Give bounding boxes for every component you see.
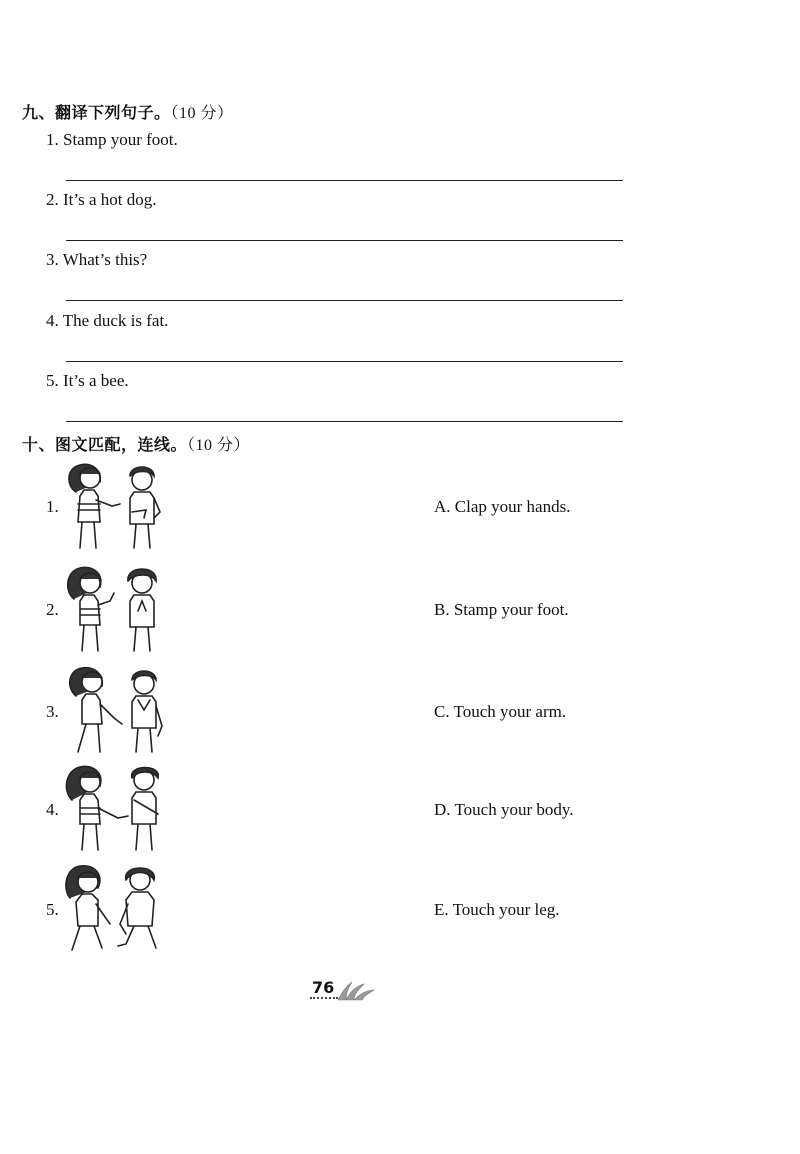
option-b[interactable]: B. Stamp your foot. <box>434 600 569 619</box>
section-10-heading: 十、图文匹配，连线。 <box>22 435 188 454</box>
picture-4-kids[interactable] <box>62 764 174 854</box>
answer-line-1[interactable] <box>66 180 623 181</box>
match-number-3: 3. <box>46 702 59 721</box>
page-number: 76 <box>312 978 335 997</box>
sentence-5: 5. It’s a bee. <box>46 371 129 390</box>
match-number-4: 4. <box>46 800 59 819</box>
answer-line-3[interactable] <box>66 300 623 301</box>
sentence-1: 1. Stamp your foot. <box>46 130 178 149</box>
section-10-title <box>22 432 250 455</box>
picture-5-kids[interactable] <box>62 864 174 954</box>
answer-line-2[interactable] <box>66 240 623 241</box>
picture-1-kids[interactable] <box>62 462 174 552</box>
option-a[interactable]: A. Clap your hands. <box>434 497 571 516</box>
kids-illustration-icon <box>62 864 174 954</box>
page-number-dots <box>310 997 338 999</box>
grass-decoration-icon <box>336 980 376 1002</box>
sentence-4: 4. The duck is fat. <box>46 311 169 330</box>
section-9-title <box>22 100 234 123</box>
match-number-5: 5. <box>46 900 59 919</box>
section-9-points: （10 分） <box>170 105 234 122</box>
sentence-2: 2. It’s a hot dog. <box>46 190 157 209</box>
option-d[interactable]: D. Touch your body. <box>434 800 574 819</box>
kids-illustration-icon <box>62 565 174 655</box>
answer-line-5[interactable] <box>66 421 623 422</box>
kids-illustration-icon <box>62 666 174 756</box>
section-10-points: （10 分） <box>187 437 251 454</box>
picture-2-kids[interactable] <box>62 565 174 655</box>
picture-3-kids[interactable] <box>62 666 174 756</box>
sentence-3: 3. What’s this? <box>46 250 148 269</box>
kids-illustration-icon <box>62 764 174 854</box>
match-number-1: 1. <box>46 497 59 516</box>
match-number-2: 2. <box>46 600 59 619</box>
answer-line-4[interactable] <box>66 361 623 362</box>
option-c[interactable]: C. Touch your arm. <box>434 702 567 721</box>
kids-illustration-icon <box>62 462 174 552</box>
option-e[interactable]: E. Touch your leg. <box>434 900 560 919</box>
section-9-heading: 九、翻译下列句子。 <box>22 103 171 122</box>
